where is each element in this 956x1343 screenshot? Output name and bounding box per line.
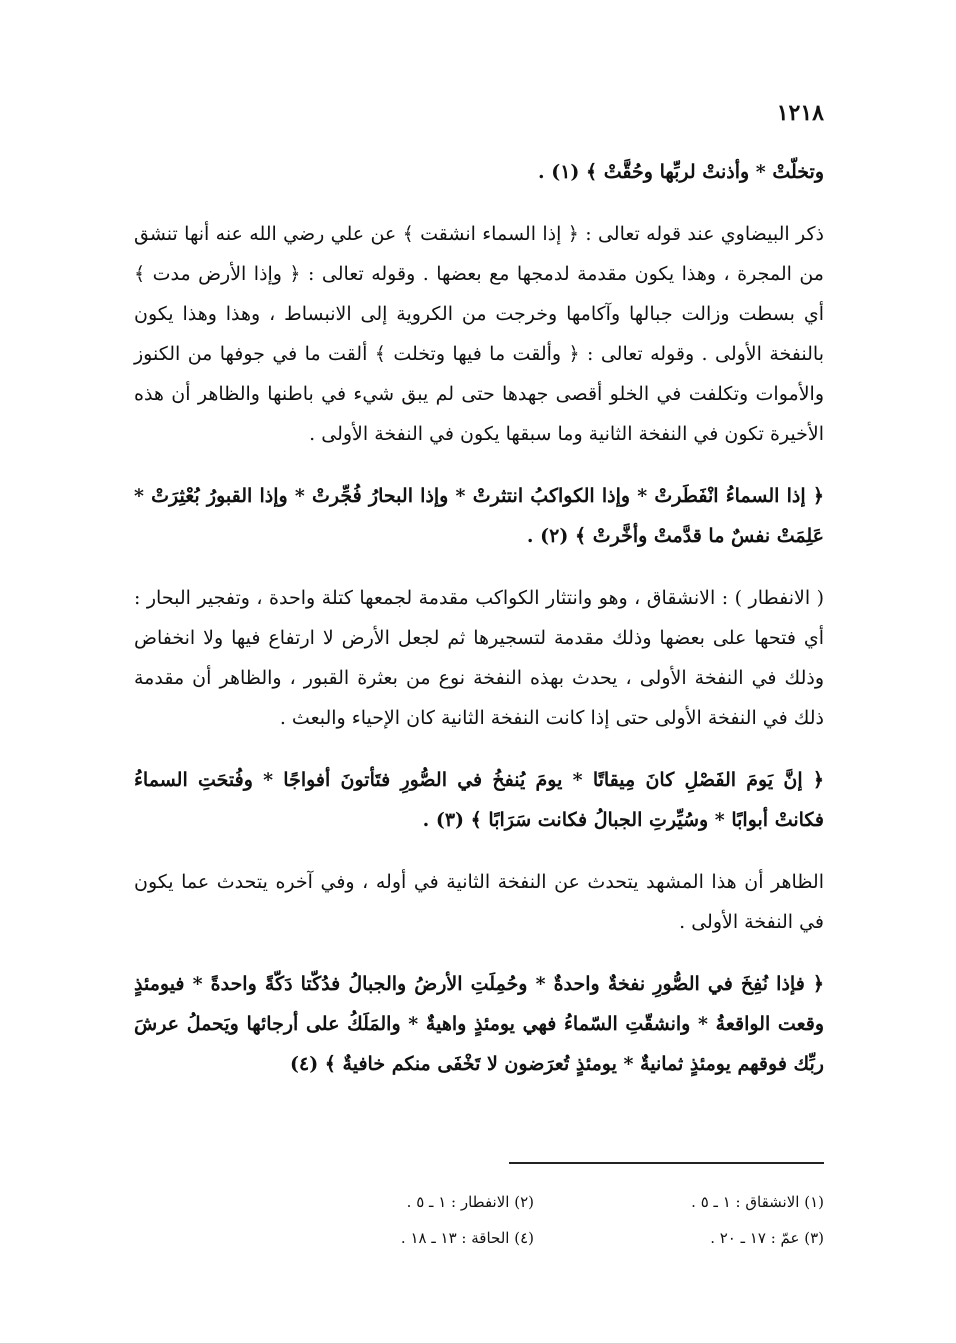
verse-quote: ﴿ إنَّ يَومَ الفَصْلِ كانَ مِيقاتًا * يومَ يُنفخُ في الصُّورِ فتَأتونَ أفواجًا * وفُتحَتِ السماءُ فكانتْ أبوابًا * وسُيِّرتِ الجبالُ فكانت سَرَابًا ﴾ (٣) . [134,769,824,831]
footnotes [264,1184,824,1256]
verse-quote: ﴿ إذا السماءُ انْفَطَرتْ * وإذا الكواكبُ انتثرتْ * وإذا البحارُ فُجِّرتْ * وإذا القبورُ بُعْثِرَتْ * عَلِمَتْ نفسٌ ما قدَّمتْ وأخَّرتْ ﴾ (٢) . [134,485,824,547]
footnote-1: (١) الانشقاق : ١ ـ ٥ . [691,1193,824,1211]
commentary-paragraph: ( الانفطار ) : الانشقاق ، وهو وانتثار الكواكب مقدمة لجمعها كتلة واحدة ، وتفجير البحار : أي فتحها على بعضها وذلك مقدمة لتسجيرها ثم لجعل الأرض لا ارتفاع فيها ولا انخفاض وذلك في النفخة الأولى ، يحدث بهذه النفخة نوع من بعثرة القبور ، والظاهر أن مقدمة ذلك في النفخة الأولى حتى إذا كانت النفخة الثانية كان الإحياء والبعث . [134,587,824,729]
verse-continuation: وتخلّتْ * وأذنتْ لربِّها وحُقَّتْ ﴾ (١) . [537,161,824,183]
commentary-paragraph: الظاهر أن هذا المشهد يتحدث عن النفخة الثانية في أوله ، وفي آخره يتحدث عما يكون في النفخة الأولى . [134,871,824,933]
footnote-2: (٢) الانفطار : ١ ـ ٥ . [406,1193,534,1211]
footnote-divider [509,1162,824,1164]
body-text [134,152,824,1084]
commentary-paragraph: ذكر البيضاوي عند قوله تعالى : ﴿ إذا السماء انشقت ﴾ عن علي رضي الله عنه أنها تنشق من المجرة ، وهذا يكون مقدمة لدمجها مع بعضها . وقوله تعالى : ﴿ وإذا الأرض مدت ﴾ أي بسطت وزالت جبالها وآكامها وخرجت من الكروية إلى الانبساط ، وهذا وهذا يكون بالنفخة الأولى . وقوله تعالى : ﴿ وألقت ما فيها وتخلت ﴾ ألقت ما في جوفها من الكنوز والأموات وتكلفت في الخلو أقصى جهدها حتى لم يبق شيء في باطنها والظاهر أن هذه الأخيرة تكون في النفخة الثانية وما سبقها يكون في النفخة الأولى . [134,223,824,445]
verse-quote: ﴿ فإذا نُفِخَ في الصُّورِ نفخةٌ واحدةٌ * وحُمِلَتِ الأرضُ والجبالُ فدُكّتا دَكّةً واحدةً * فيومئذٍ وقعت الواقعةُ * وانشقّتِ السّماءُ فهي يومئذٍ واهيةٌ * والمَلَكُ على أرجائها ويَحملُ عرشَ ربِّك فوقهم يومئذٍ ثمانيةٌ * يومئذٍ تُعرَضون لا تَخْفَى منكم خافيةٌ ﴾ (٤) [134,973,824,1075]
footnote-4: (٤) الحاقة : ١٣ ـ ١٨ . [400,1229,534,1247]
footnote-3: (٣) عمّ : ١٧ ـ ٢٠ . [710,1229,824,1247]
page-number: ١٢١٨ [776,100,824,126]
